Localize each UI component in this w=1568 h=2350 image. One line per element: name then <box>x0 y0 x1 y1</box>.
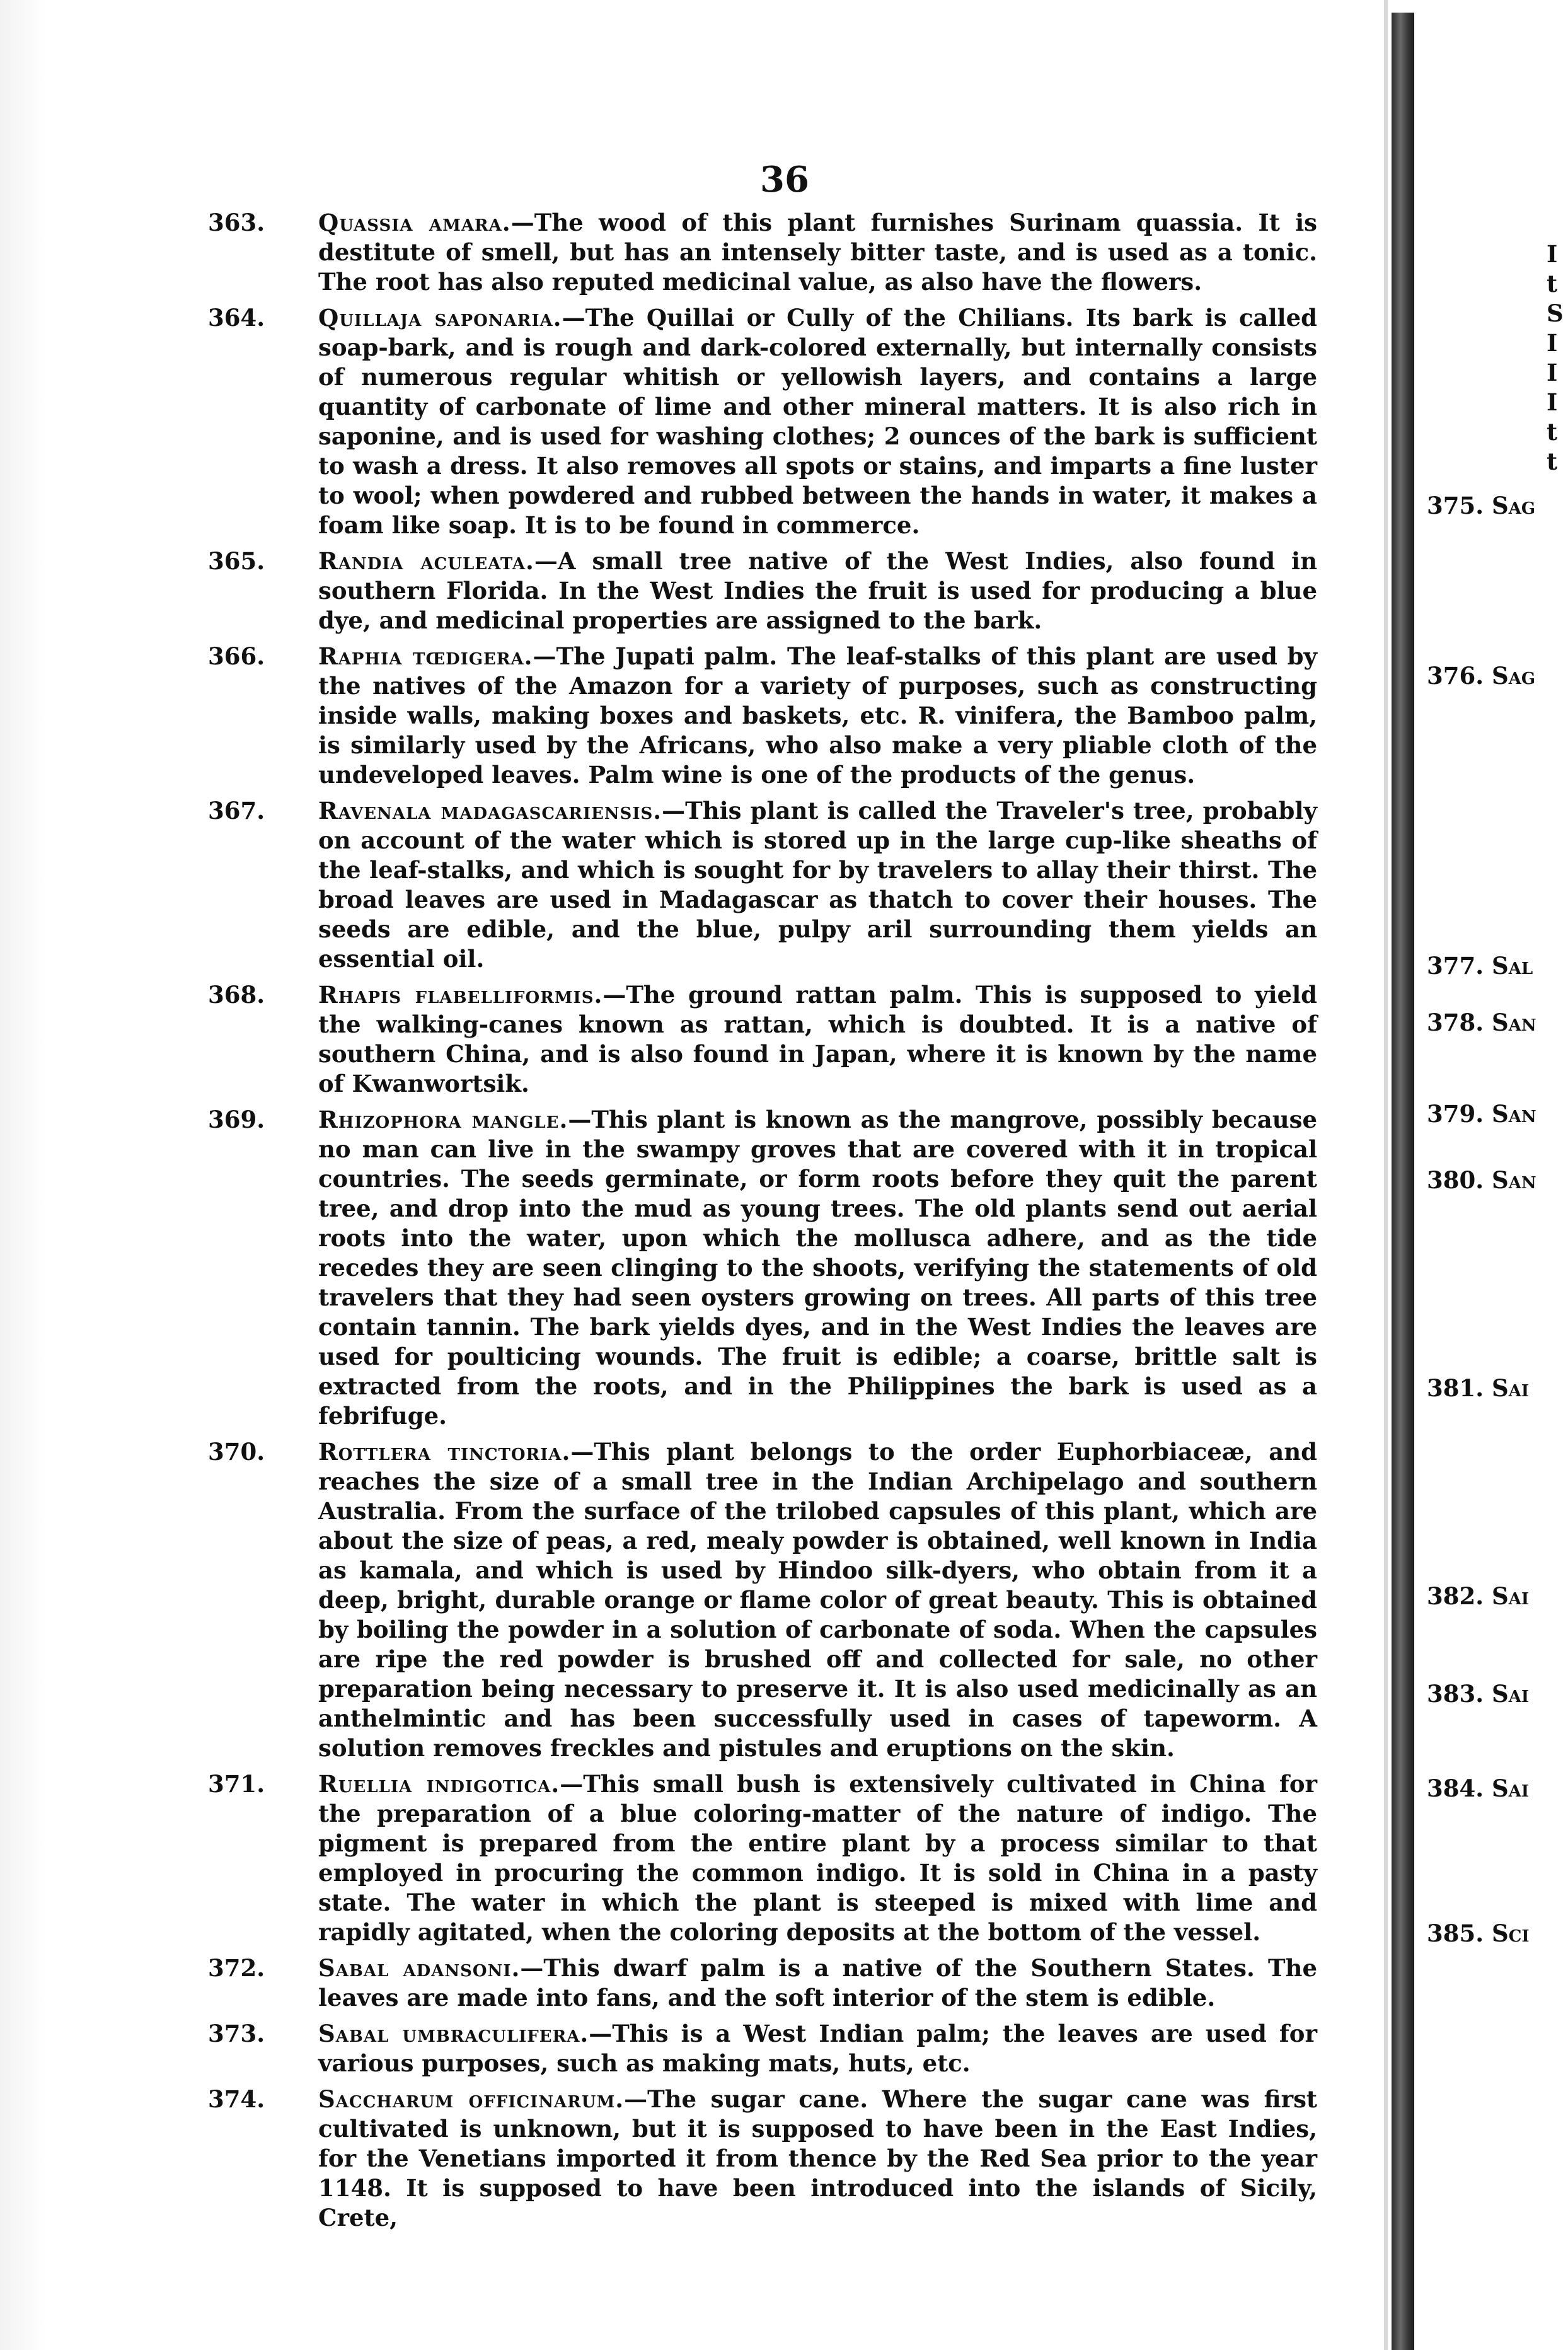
facing-entry-382 <box>1427 1582 1529 1610</box>
entry-number: 367. <box>208 797 265 825</box>
entry-text: —The ground rattan palm. This is supposed to yield the walking-canes known as rattan, which is doubted. It is a native of southern China, and is also found in Japan, where it is known by the name of Kwanwortsik. <box>318 981 1317 1097</box>
entry-text: —This small bush is extensively cultivated in China for the preparation of a blue coloring-matter of the nature of indigo. The pigment is prepared from the entire plant by a process similar to that employed in procuring the common indigo. It is sold in China in a pasty state. The water in which the plant is steeped is mixed with lime and rapidly agitated, when the coloring deposits at the bottom of the vessel. <box>318 1770 1318 1946</box>
entry-title: Quillaja saponaria. <box>318 304 562 332</box>
entry-369 <box>208 1105 1317 1431</box>
entry-373 <box>208 2019 1317 2078</box>
entry-number: 369. <box>208 1106 265 1133</box>
facing-entry-title: Sci <box>1492 1919 1530 1947</box>
facing-entry-number: 385. <box>1427 1919 1484 1947</box>
facing-entry-number: 384. <box>1427 1774 1484 1802</box>
entry-text: —This dwarf palm is a native of the Southern States. The leaves are made into fans, and the soft interior of the stem is edible. <box>318 1954 1317 2011</box>
entry-text: —A small tree native of the West Indies, also found in southern Florida. In the West Indies the fruit is used for producing a blue dye, and medicinal properties are assigned to the bark. <box>318 547 1317 634</box>
facing-page <box>1414 0 1568 2350</box>
entry-title: Rottlera tinctoria. <box>318 1438 571 1466</box>
facing-entry-375 <box>1427 492 1535 519</box>
facing-entry-title: Sai <box>1492 1774 1530 1802</box>
book-gutter <box>1392 13 1414 2350</box>
facing-entry-number: 382. <box>1427 1582 1484 1610</box>
facing-mark: I <box>1547 240 1558 268</box>
entry-368 <box>208 980 1317 1099</box>
facing-margin-marks <box>1547 240 1564 477</box>
entry-366 <box>208 642 1317 790</box>
page-main <box>208 151 1317 2239</box>
facing-mark: t <box>1547 418 1558 446</box>
facing-entry-number: 378. <box>1427 1009 1484 1036</box>
facing-entry-title: Sai <box>1492 1374 1530 1402</box>
entry-371 <box>208 1769 1317 1947</box>
facing-mark: I <box>1547 388 1558 416</box>
entry-363 <box>208 208 1317 297</box>
facing-entry-title: Sai <box>1492 1680 1530 1708</box>
facing-entry-title: San <box>1492 1166 1536 1194</box>
facing-entry-377 <box>1427 952 1533 980</box>
entry-number: 373. <box>208 2020 265 2047</box>
entry-text: —The Jupati palm. The leaf-stalks of this plant are used by the natives of the Amazon for a variety of purposes, such as constructing inside walls, making boxes and baskets, etc. R. vinifera, the Bamboo palm, is similarly used by the Africans, who also make a very pliable cloth of the undeveloped leaves. Palm wine is one of the products of the genus. <box>318 642 1317 789</box>
entry-number: 374. <box>208 2085 265 2113</box>
entry-367 <box>208 796 1317 974</box>
entry-title: Sabal adansoni. <box>318 1954 521 1982</box>
entry-text: —This plant is known as the mangrove, possibly because no man can live in the swampy groves that are covered with it in tropical countries. The seeds germinate, or form roots before they quit the parent tree, and drop into the mud as young trees. The old plants send out aerial roots into the water, upon which the mollusca adhere, and as the tide recedes they are seen clinging to the shoots, verifying the statements of old travelers that they had seen oysters growing on trees. All parts of this tree contain tannin. The bark yields dyes, and in the West Indies the leaves are used for poulticing wounds. The fruit is edible; a coarse, brittle salt is extracted from the roots, and in the Philippines the bark is used as a febrifuge. <box>318 1106 1318 1430</box>
entry-title: Ruellia indigotica. <box>318 1770 560 1798</box>
facing-mark: I <box>1547 359 1558 386</box>
entry-title: Sabal umbraculifera. <box>318 2020 589 2047</box>
entry-list <box>208 208 1317 2233</box>
facing-entry-number: 379. <box>1427 1100 1484 1128</box>
facing-mark: I <box>1547 329 1558 357</box>
entry-title: Ravenala madagascariensis. <box>318 797 662 825</box>
facing-mark: t <box>1547 448 1558 475</box>
facing-entry-384 <box>1427 1774 1529 1802</box>
entry-title: Quassia amara. <box>318 209 511 236</box>
entry-text: —This plant belongs to the order Euphorbiaceæ, and reaches the size of a small tree in the Indian Archipelago and southern Australia. From the surface of the trilobed capsules of this plant, which are about the size of peas, a red, mealy powder is obtained, well known in India as kamala, and which is used by Hindoo silk-dyers, who obtain from it a deep, bright, durable orange or flame color of great beauty. This is obtained by boiling the powder in a solution of carbonate of soda. When the capsules are ripe the red powder is brushed off and collected for sale, no other preparation being necessary to preserve it. It is also used medicinally as an anthelmintic and has been successfully used in cases of tapeworm. A solution removes freckles and pistules and eruptions on the skin. <box>318 1438 1318 1762</box>
entry-number: 370. <box>208 1438 265 1466</box>
entry-370 <box>208 1437 1317 1763</box>
entry-372 <box>208 1954 1317 2013</box>
entry-number: 365. <box>208 547 265 575</box>
entry-title: Saccharum officinarum. <box>318 2085 625 2113</box>
entry-text: —The sugar cane. Where the sugar cane was first cultivated is unknown, but it is supposed to have been in the East Indies, for the Venetians imported it from thence by the Red Sea prior to the year 1148. It is supposed to have been introduced into the islands of Sicily, Crete, <box>318 2085 1317 2231</box>
entry-text: —This is a West Indian palm; the leaves are used for various purposes, such as making mats, huts, etc. <box>318 2020 1317 2077</box>
entry-text: —The Quillai or Cully of the Chilians. Its bark is called soap-bark, and is rough and dark-colored externally, but internally consists of numerous regular whitish or yellowish layers, and contains a large quantity of carbonate of lime and other mineral matters. It is also rich in saponine, and is used for washing clothes; 2 ounces of the bark is sufficient to wash a dress. It also removes all spots or stains, and imparts a fine luster to wool; when powdered and rubbed between the hands in water, it makes a foam like soap. It is to be found in commerce. <box>318 304 1317 539</box>
facing-entry-title: Sal <box>1492 952 1533 980</box>
entry-number: 363. <box>208 209 265 236</box>
entry-number: 364. <box>208 304 265 332</box>
facing-entry-381 <box>1427 1374 1529 1402</box>
entry-title: Raphia tœdigera. <box>318 642 533 670</box>
facing-entry-383 <box>1427 1680 1529 1708</box>
facing-entry-title: Sag <box>1492 492 1536 519</box>
facing-entry-title: Sag <box>1492 662 1536 690</box>
facing-entry-378 <box>1427 1009 1536 1036</box>
entry-number: 371. <box>208 1770 265 1798</box>
entry-number: 366. <box>208 642 265 670</box>
entry-title: Rhizophora mangle. <box>318 1106 568 1133</box>
facing-entry-number: 383. <box>1427 1680 1484 1708</box>
facing-entry-title: Sai <box>1492 1582 1530 1610</box>
facing-entry-385 <box>1427 1919 1530 1947</box>
page-number: 36 <box>760 159 809 200</box>
entry-364 <box>208 303 1317 540</box>
entry-number: 372. <box>208 1954 265 1982</box>
facing-entry-number: 375. <box>1427 492 1484 519</box>
gutter-line <box>1384 0 1388 2350</box>
facing-entry-380 <box>1427 1166 1536 1194</box>
facing-mark: t <box>1547 270 1558 298</box>
facing-entry-number: 376. <box>1427 662 1484 690</box>
facing-entry-376 <box>1427 662 1535 690</box>
facing-entry-379 <box>1427 1100 1536 1128</box>
facing-entry-title: San <box>1492 1009 1536 1036</box>
facing-entry-number: 377. <box>1427 952 1484 980</box>
entry-text: —The wood of this plant furnishes Surinam quassia. It is destitute of smell, but has an intensely bitter taste, and is used as a tonic. The root has also reputed medicinal value, as also have the flowers. <box>318 209 1317 296</box>
facing-entry-title: San <box>1492 1100 1536 1128</box>
entry-365 <box>208 547 1317 635</box>
scan-edge <box>0 0 45 2350</box>
entry-title: Randia aculeata. <box>318 547 534 575</box>
facing-entry-number: 381. <box>1427 1374 1484 1402</box>
entry-text: —This plant is called the Traveler's tree, probably on account of the water which is stored up in the large cup-like sheaths of the leaf-stalks, and which is sought for by travelers to allay their thirst. The broad leaves are used in Madagascar as thatch to cover their houses. The seeds are edible, and the blue, pulpy aril surrounding them yields an essential oil. <box>318 797 1317 973</box>
entry-374 <box>208 2085 1317 2233</box>
facing-mark: S <box>1547 299 1564 327</box>
entry-number: 368. <box>208 981 265 1009</box>
entry-title: Rhapis flabelliformis. <box>318 981 603 1009</box>
facing-entry-number: 380. <box>1427 1166 1484 1194</box>
